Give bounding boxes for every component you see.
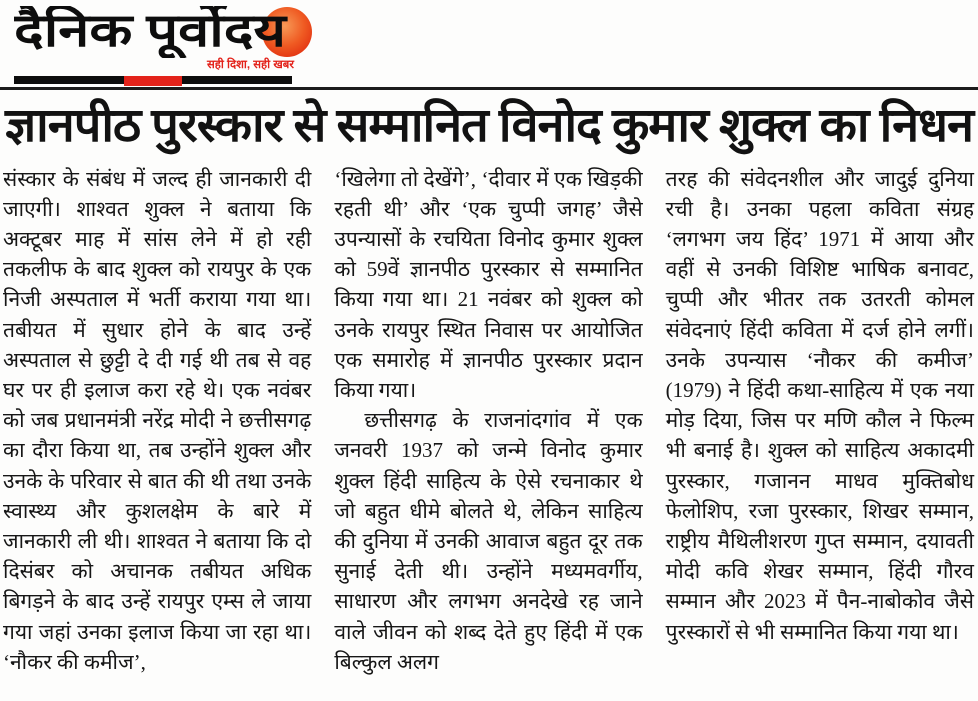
masthead-bar — [14, 76, 292, 84]
article-paragraph: ‘खिलेगा तो देखेंगे’, ‘दीवार में एक खिड़की रहती थी’ और ‘एक चुप्पी जगह’ जैसे उपन्यासों के रचयिता विनोद कुमार शुक्ल को 59वें ज्ञानपीठ पुरस्कार से सम्मानित किया गया था। 21 नवंबर को शुक्ल को उनके रायपुर स्थित निवास पर आयोजित एक समारोह में ज्ञानपीठ पुरस्कार प्रदान किया गया। — [334, 166, 643, 402]
article-headline — [0, 92, 978, 156]
masthead-logo-block — [14, 6, 296, 84]
masthead-tagline: सही दिशा, सही खबर — [206, 59, 294, 71]
newspaper-logo-text: दैनिक पूर्वोदय — [14, 6, 238, 56]
article-column-1 — [3, 164, 311, 701]
article-column-3 — [666, 164, 974, 701]
headline-text: ज्ञानपीठ पुरस्कार से सम्मानित विनोद कुमार शुक्ल का निधन — [5, 99, 941, 152]
article-body — [0, 156, 978, 701]
article-paragraph: संस्कार के संबंध में जल्द ही जानकारी दी जाएगी। शाश्वत शुक्ल ने बताया कि अक्टूबर माह में सांस लेने में हो रही तकलीफ के बाद शुक्ल को रायपुर के एक निजी अस्पताल में भर्ती कराया गया था। तबीयत में सुधार होने के बाद उन्हें अस्पताल से छुट्टी दे दी गई थी तब से वह घर पर ही इलाज करा रहे थे। एक नवंबर को जब प्रधानमंत्री नरेंद्र मोदी ने छत्तीसगढ़ का दौरा किया था, तब उन्होंने शुक्ल और उनके के परिवार से बात की थी तथा उनके स्वास्थ्य और कुशलक्षेम के बारे में जानकारी ली थी। शाश्वत ने बताया कि दो दिसंबर को अचानक तबीयत अधिक बिगड़ने के बाद उन्हें रायपुर एम्स ले जाया गया जहां उनका इलाज किया जा रहा था। ‘नौकर की कमीज’, — [3, 166, 312, 674]
newspaper-logo — [14, 6, 296, 58]
article-column-2 — [334, 164, 642, 701]
article-paragraph: तरह की संवेदनशील और जादुई दुनिया रची है। उनका पहला कविता संग्रह ‘लगभग जय हिंद’ 1971 में आया और वहीं से उनकी विशिष्ट भाषिक बनावट, चुप्पी और भीतर तक उतरती कोमल संवेदनाएं हिंदी कविता में दर्ज होने लगीं। उनके उपन्यास ‘नौकर की कमीज’ (1979) ने हिंदी कथा-साहित्य में एक नया मोड़ दिया, जिस पर मणि कौल ने फिल्म भी बनाई है। शुक्ल को साहित्य अकादमी पुरस्कार, गजानन माधव मुक्तिबोध फेलोशिप, रजा पुरस्कार, शिखर सम्मान, राष्ट्रीय मैथिलीशरण गुप्त सम्मान, दयावती मोदी कवि शेखर सम्मान, हिंदी गौरव सम्मान और 2023 में पैन-नाबोकोव जैसे पुरस्कारों से भी सम्मानित किया गया था। — [665, 166, 974, 644]
masthead-ribbon — [124, 76, 182, 86]
article-paragraph: छत्तीसगढ़ के राजनांदगांव में एक जनवरी 1937 को जन्मे विनोद कुमार शुक्ल हिंदी साहित्य के ऐसे रचनाकार थे जो बहुत धीमे बोलते थे, लेकिन साहित्य की दुनिया में उनकी आवाज बहुत दूर तक सुनाई देती थी। उन्होंने मध्यमवर्गीय, साधारण और लगभग अनदेखे रह जाने वाले जीवन को शब्द देते हुए हिंदी में एक बिल्कुल अलग — [334, 408, 643, 674]
masthead — [0, 0, 298, 84]
divider-rule — [0, 87, 978, 90]
